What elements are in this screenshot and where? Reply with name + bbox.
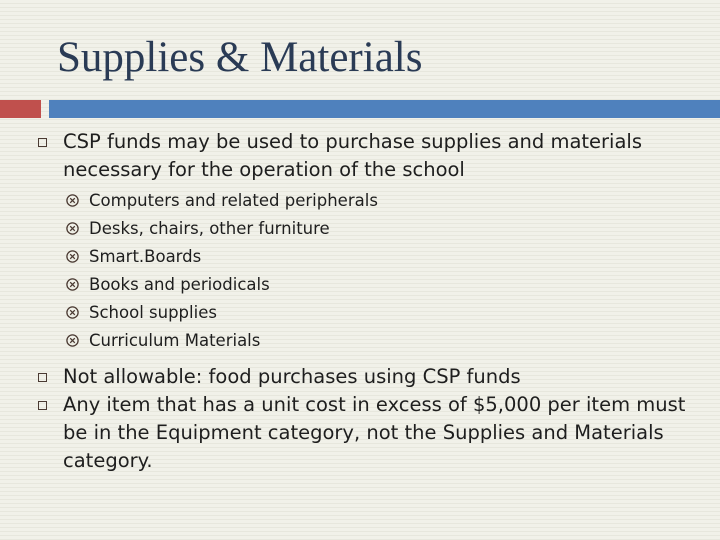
- circled-cross-icon: [66, 250, 79, 263]
- circled-cross-icon: [66, 222, 79, 235]
- circled-cross-icon: [66, 194, 79, 207]
- square-bullet-icon: [38, 138, 47, 147]
- bullet-item: [36, 363, 686, 391]
- sub-bullet-item: [36, 187, 686, 215]
- square-bullet-icon: [38, 373, 47, 382]
- sub-bullet-item: [36, 299, 686, 327]
- bullet-text: CSP funds may be used to purchase supplies and materials necessary for the operation of the school: [63, 130, 643, 181]
- sub-bullet-text: School supplies: [89, 303, 217, 322]
- bullet-item: [36, 391, 686, 475]
- sub-bullet-text: Smart.Boards: [89, 247, 202, 266]
- sub-bullet-text: Computers and related peripherals: [89, 191, 378, 210]
- sub-bullet-list: [36, 187, 686, 355]
- sub-bullet-item: [36, 327, 686, 355]
- bullet-item: [36, 128, 686, 184]
- sub-bullet-text: Curriculum Materials: [89, 331, 261, 350]
- bullet-list: [36, 128, 686, 475]
- sub-bullet-item: [36, 271, 686, 299]
- accent-bar-red: [0, 100, 41, 118]
- circled-cross-icon: [66, 278, 79, 291]
- bullet-text: Any item that has a unit cost in excess of $5,000 per item must be in the Equipment category, not the Supplies and Materials category.: [63, 393, 686, 472]
- circled-cross-icon: [66, 334, 79, 347]
- sub-bullet-text: Desks, chairs, other furniture: [89, 219, 330, 238]
- sub-bullet-text: Books and periodicals: [89, 275, 270, 294]
- bullet-text: Not allowable: food purchases using CSP funds: [63, 365, 521, 388]
- square-bullet-icon: [38, 401, 47, 410]
- sub-bullet-item: [36, 243, 686, 271]
- slide-title: Supplies & Materials: [57, 34, 423, 81]
- sub-bullet-item: [36, 215, 686, 243]
- circled-cross-icon: [66, 306, 79, 319]
- accent-bar-blue: [49, 100, 720, 118]
